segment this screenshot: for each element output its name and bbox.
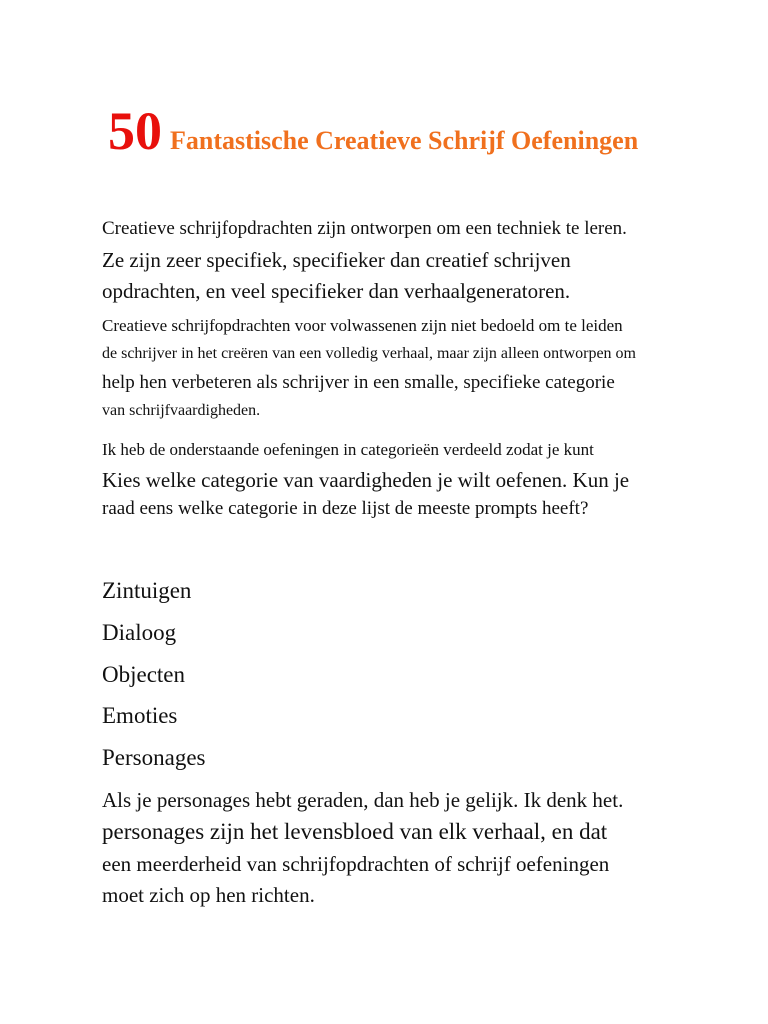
- p3-line-3: raad eens welke categorie in deze lijst de meeste prompts heeft?: [102, 498, 589, 519]
- category-item: Zintuigen: [102, 578, 192, 603]
- p1-line-2: Ze zijn zeer specifiek, specifieker dan creatief schrijven: [102, 248, 571, 272]
- p4-line-1: Als je personages hebt geraden, dan heb je gelijk. Ik denk het.: [102, 788, 624, 812]
- category-item: Objecten: [102, 662, 186, 687]
- page-title: [108, 100, 748, 162]
- p2-line-2: de schrijver in het creëren van een volledig verhaal, maar zijn alleen ontworpen om: [102, 345, 636, 362]
- p1-line-1: Creatieve schrijfopdrachten zijn ontworpen om een techniek te leren.: [102, 218, 627, 239]
- p3-line-1: Ik heb de onderstaande oefeningen in categorieën verdeeld zodat je kunt: [102, 440, 594, 459]
- p4-line-3: een meerderheid van schrijfopdrachten of schrijf oefeningen: [102, 852, 610, 876]
- category-item: Dialoog: [102, 620, 177, 645]
- title-text: Fantastische Creatieve Schrijf Oefeningen: [170, 126, 639, 155]
- title-number: 50: [108, 101, 162, 161]
- p3-line-2: Kies welke categorie van vaardigheden je wilt oefenen. Kun je: [102, 468, 630, 492]
- p4-line-4: moet zich op hen richten.: [102, 883, 315, 907]
- category-item: Emoties: [102, 703, 178, 728]
- p2-line-1: Creatieve schrijfopdrachten voor volwassenen zijn niet bedoeld om te leiden: [102, 316, 623, 335]
- p2-line-4: van schrijfvaardigheden.: [102, 402, 261, 419]
- p2-line-3: help hen verbeteren als schrijver in een smalle, specifieke categorie: [102, 372, 615, 393]
- category-item: Personages: [102, 745, 206, 770]
- p4-line-2: personages zijn het levensbloed van elk verhaal, en dat: [102, 819, 608, 844]
- p1-line-3: opdrachten, en veel specifieker dan verhaalgeneratoren.: [102, 279, 571, 303]
